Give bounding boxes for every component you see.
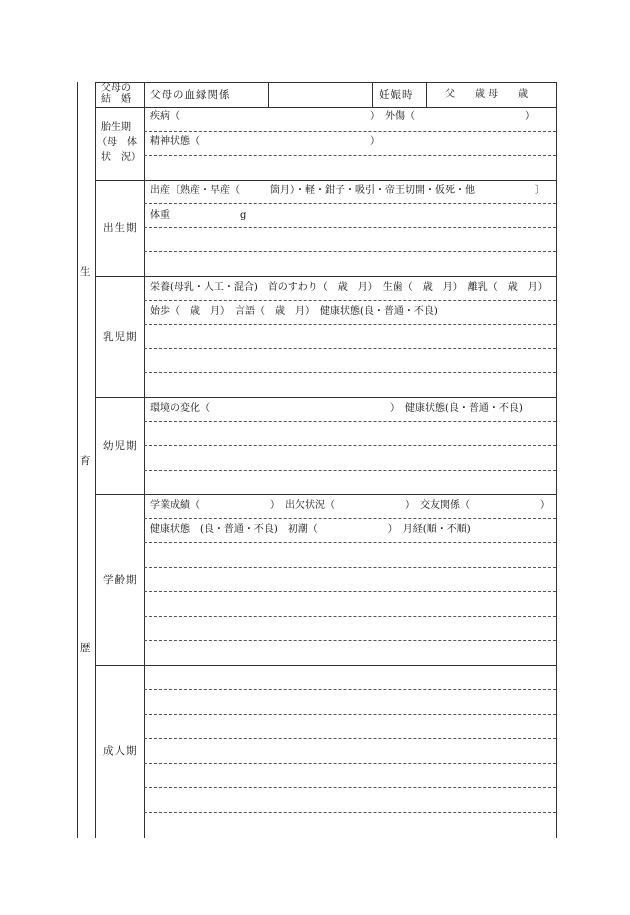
birth-line-2: 体重 g <box>150 210 247 221</box>
pregnancy-label-divider-left <box>372 82 373 107</box>
birth-dashed-line-3 <box>144 251 556 252</box>
section-border-school <box>95 665 556 666</box>
infant-dashed-line-1 <box>144 300 556 301</box>
school-dashed-line-4 <box>144 591 556 592</box>
vertical-title-char-1: 生 <box>80 266 92 278</box>
vertical-title-divider <box>95 82 96 838</box>
school-line-1: 学業成績（ ） 出欠状況（ ） 交友関係（ ） <box>150 500 550 511</box>
marriage-label-line1: 父母の <box>101 83 131 94</box>
pregnancy-label: 妊娠時 <box>379 89 414 101</box>
infant-line-1: 栄養(母乳・人工・混合) 首のすわり（ 歳 月） 生歯（ 歳 月） 離乳（ 歳 月） <box>150 282 548 293</box>
section-border-infant <box>95 397 556 398</box>
toddler-label: 幼児期 <box>103 440 138 452</box>
toddler-dashed-line-3 <box>144 470 556 471</box>
section-border-row1 <box>95 107 556 108</box>
table-top-border <box>95 82 556 83</box>
label-column-divider <box>144 82 145 838</box>
toddler-line-1: 環境の変化（ ） 健康状態(良・普通・不良) <box>150 403 523 414</box>
school-label: 学齢期 <box>103 574 138 586</box>
toddler-dashed-line-2 <box>144 445 556 446</box>
pregnancy-parent-ages: 父 歳 母 歳 <box>445 89 529 100</box>
infant-dashed-line-2 <box>144 324 556 325</box>
vertical-title-char-3: 歴 <box>80 642 92 654</box>
school-dashed-line-2 <box>144 542 556 543</box>
birth-label: 出生期 <box>103 222 138 234</box>
adult-label: 成人期 <box>103 745 138 757</box>
vertical-title-char-2: 育 <box>80 455 92 467</box>
adult-dashed-line-5 <box>144 787 556 788</box>
toddler-dashed-line-1 <box>144 421 556 422</box>
school-dashed-line-1 <box>144 518 556 519</box>
school-dashed-line-3 <box>144 567 556 568</box>
outer-right-border <box>556 82 557 838</box>
birth-dashed-line-2 <box>144 227 556 228</box>
outer-left-border <box>77 82 78 838</box>
adult-dashed-line-3 <box>144 738 556 739</box>
fetal-label-line1: 胎生期 <box>101 122 131 133</box>
birth-dashed-line-1 <box>144 203 556 204</box>
blood-relation-label: 父母の血縁関係 <box>150 89 231 101</box>
section-border-birth <box>95 276 556 277</box>
fetal-label-line2: （母 体 <box>97 137 137 148</box>
fetal-line-1: 疾病（ ） 外傷（ ） <box>150 111 535 122</box>
school-dashed-line-6 <box>144 640 556 641</box>
infant-dashed-line-3 <box>144 348 556 349</box>
pregnancy-label-divider-right <box>426 82 427 107</box>
fetal-dashed-line-1 <box>144 131 556 132</box>
school-line-2: 健康状態 (良・普通・不良) 初潮（ ） 月経(順・不順) <box>150 524 471 535</box>
adult-dashed-line-4 <box>144 763 556 764</box>
section-border-toddler <box>95 494 556 495</box>
fetal-label-line3: 状 況） <box>101 152 141 163</box>
fetal-line-2: 精神状態（ ） <box>150 136 380 147</box>
school-dashed-line-5 <box>144 616 556 617</box>
adult-dashed-line-1 <box>144 689 556 690</box>
infant-label: 乳児期 <box>103 331 138 343</box>
blood-relation-divider <box>268 82 269 107</box>
infant-dashed-line-4 <box>144 372 556 373</box>
infant-line-2: 始歩（ 歳 月） 言語（ 歳 月） 健康状態(良・普通・不良) <box>150 306 438 317</box>
adult-dashed-line-6 <box>144 812 556 813</box>
adult-dashed-line-2 <box>144 714 556 715</box>
section-border-fetal <box>95 180 556 181</box>
birth-line-1: 出産〔熟産・早産（ 箇月）・軽・鉗子・吸引・帝王切開・仮死・他 〕 <box>150 185 545 196</box>
fetal-dashed-line-2 <box>144 155 556 156</box>
marriage-label-line2: 結 婚 <box>101 94 131 105</box>
